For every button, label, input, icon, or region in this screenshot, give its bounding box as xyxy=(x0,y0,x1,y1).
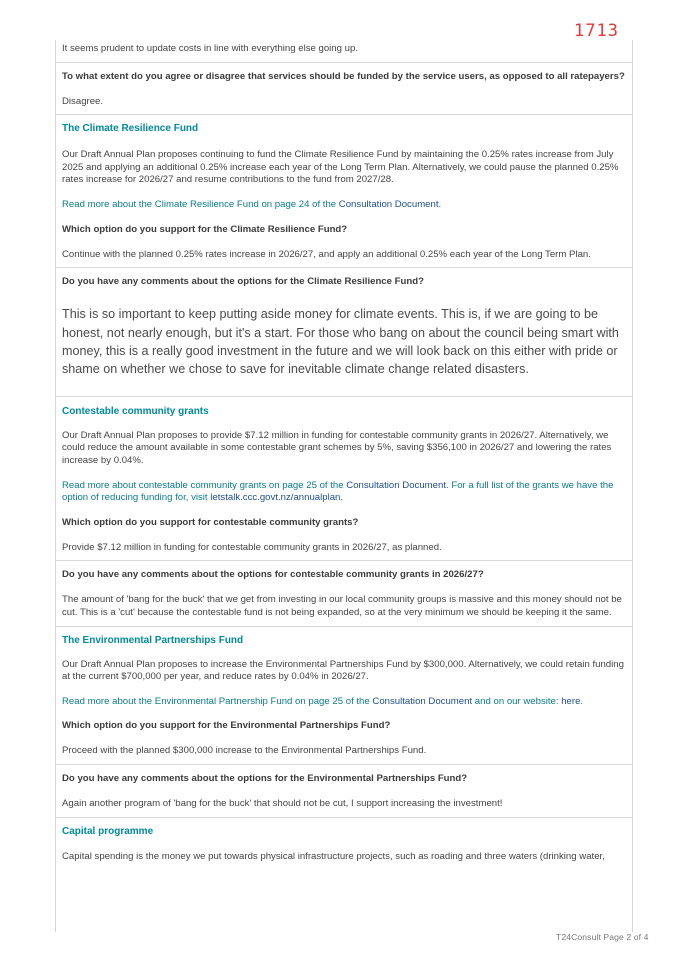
section-description: Our Draft Annual Plan proposes continuing to fund the Climate Resilience Fund by maintaining the 0.25% rates increase from July 2025 and applying an additional 0.25% increase each year of the Long Term Plan. Alternatively, we could pause the planned 0.25% rates increase for 2026/27 and resume contributions to the fund from 2027/28. xyxy=(62,149,619,186)
question-text: Which option do you support for the Climate Resilience Fund? xyxy=(62,223,348,235)
answer-text: This is so important to keep putting aside money for climate events. This is, if we are going to be honest, not nearly enough, but it's a start. For those who bang on about the council being smart with money, this is a really good investment in the future and we will look back on this either with pride or shame on whether we chose to save for inevitable climate change related disasters. xyxy=(62,307,619,377)
divider xyxy=(56,817,632,818)
section-description: Our Draft Annual Plan proposes to increase the Environmental Partnerships Fund by $300,000. Alternatively, we could retain funding at the current $700,000 per year, and reduce rates by 0.04% in 2026/27. xyxy=(62,658,624,683)
read-more-link[interactable]: Read more about the Environmental Partnership Fund on page 25 of the Consultation Document and on our website: here. xyxy=(62,695,584,707)
answer-text: The amount of 'bang for the buck' that we get from investing in our local community groups is massive and this money should not be cut. This is a 'cut' because the contestable fund is not being expanded, so at the very minimum we should be keeping it the same. xyxy=(62,594,622,618)
page-footer: T24Consult Page 2 of 4 xyxy=(556,932,649,942)
divider xyxy=(56,626,632,627)
question-text: Do you have any comments about the options for contestable community grants in 2026/27? xyxy=(62,569,484,581)
answer-text: Continue with the planned 0.25% rates increase in 2026/27, and apply an additional 0.25% each year of the Long Term Plan. xyxy=(62,248,591,260)
divider xyxy=(56,114,632,115)
read-more-link[interactable]: Read more about contestable community grants on page 25 of the Consultation Document. For a full list of the grants we have the option of reducing funding for, visit letstalk.ccc.govt.nz/annualplan. xyxy=(62,479,614,504)
question-text: Which option do you support for the Environmental Partnerships Fund? xyxy=(62,720,391,732)
question-text: Do you have any comments about the options for the Environmental Partnerships Fund? xyxy=(62,772,468,784)
answer-text: Disagree. xyxy=(62,95,104,107)
section-heading: Contestable community grants xyxy=(62,405,209,417)
document-body xyxy=(55,40,633,932)
section-description: Our Draft Annual Plan proposes to provide $7.12 million in funding for contestable community grants in 2026/27. Alternatively, we could reduce the amount available in some contestable grant schemes by 5%, saving $356,100 in 2026/27 and lowering the rates increase by 0.04%. xyxy=(62,429,612,466)
section-heading: Capital programme xyxy=(62,825,154,837)
answer-text: Proceed with the planned $300,000 increase to the Environmental Partnerships Fund. xyxy=(62,745,427,757)
divider xyxy=(56,560,632,561)
section-heading: The Climate Resilience Fund xyxy=(62,123,199,135)
question-text: Which option do you support for contestable community grants? xyxy=(62,516,359,528)
question-text: Do you have any comments about the options for the Climate Resilience Fund? xyxy=(62,276,424,288)
divider xyxy=(56,396,632,397)
section-description: Capital spending is the money we put towards physical infrastructure projects, such as roading and three waters (drinking water, xyxy=(62,850,605,862)
page-number-stamp: 1713 xyxy=(574,21,619,41)
divider xyxy=(56,764,632,765)
divider xyxy=(56,267,632,268)
question-text: To what extent do you agree or disagree that services should be funded by the service users, as opposed to all ratepayers? xyxy=(62,70,625,82)
section-heading: The Environmental Partnerships Fund xyxy=(62,634,244,646)
answer-text: Again another program of 'bang for the buck' that should not be cut, I support increasing the investment! xyxy=(62,797,503,809)
answer-text: It seems prudent to update costs in line with everything else going up. xyxy=(62,43,358,54)
divider xyxy=(56,62,632,63)
answer-text: Provide $7.12 million in funding for contestable community grants in 2026/27, as planned. xyxy=(62,541,442,553)
read-more-link[interactable]: Read more about the Climate Resilience Fund on page 24 of the Consultation Document. xyxy=(62,198,442,210)
